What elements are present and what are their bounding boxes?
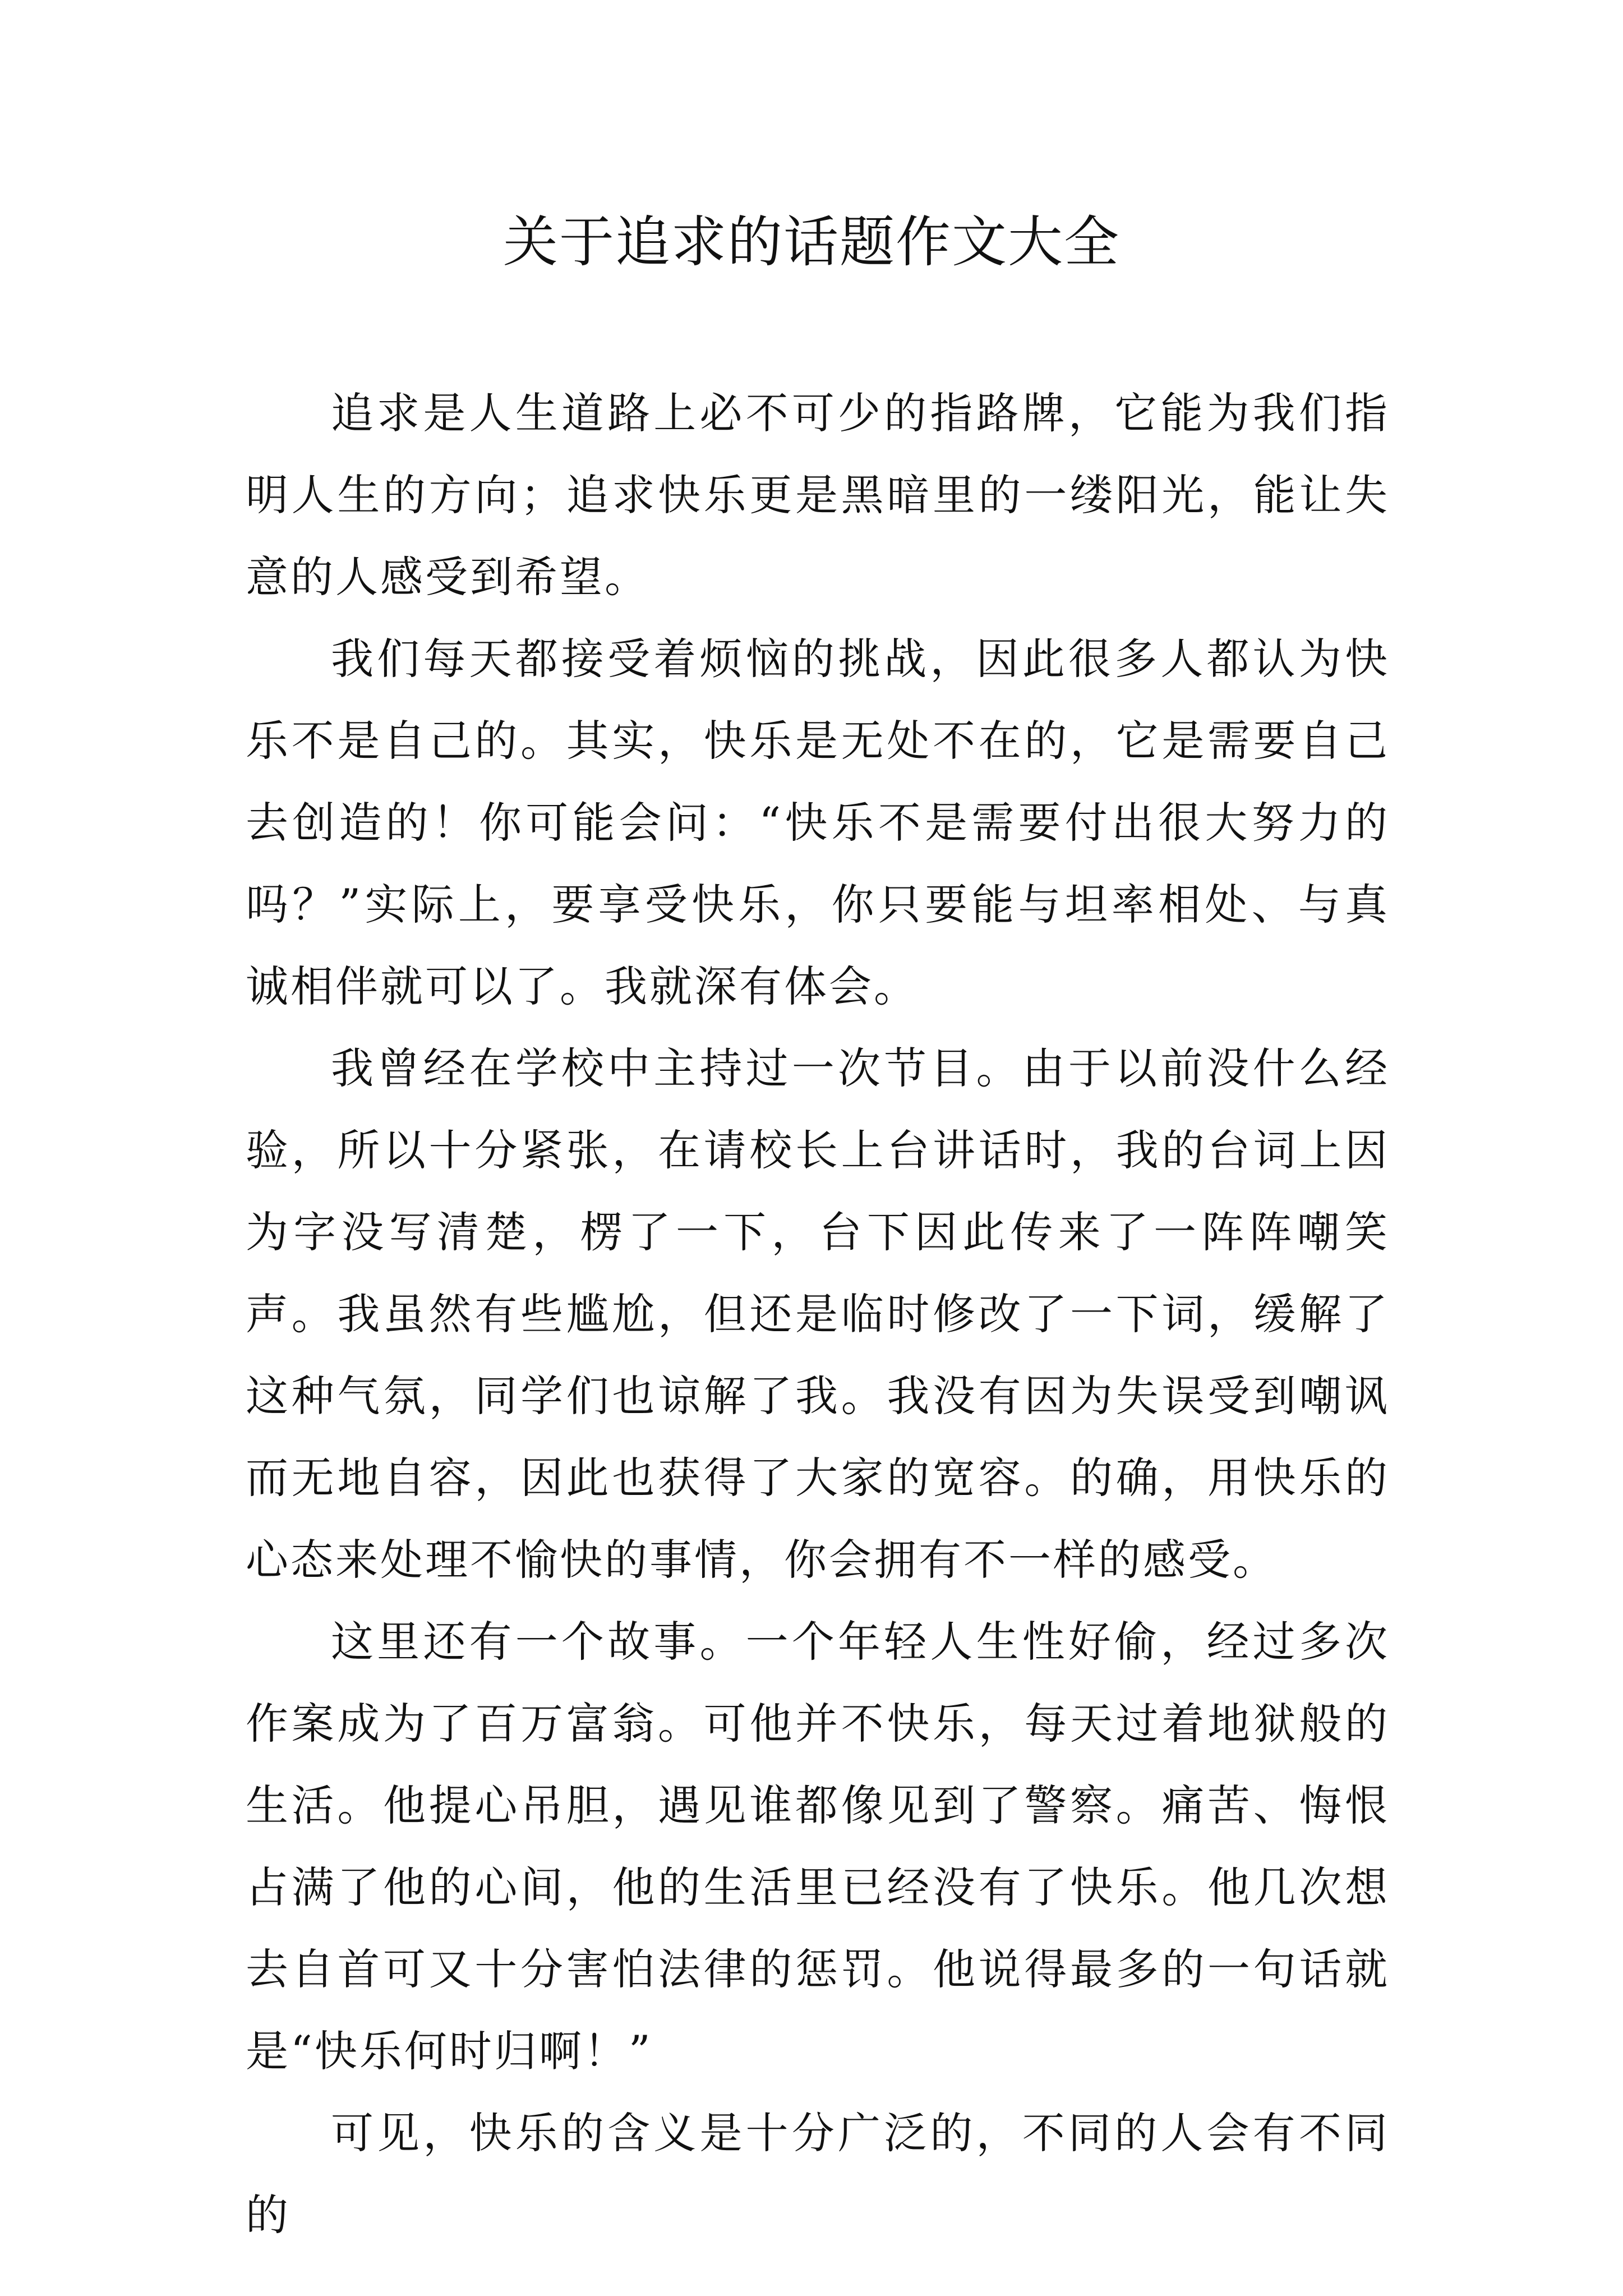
paragraph-4: 这里还有一个故事。一个年轻人生性好偷，经过多次作案成为了百万富翁。可他并不快乐，每天过着地狱般的生活。他提心吊胆，遇见谁都像见到了警察。痛苦、悔恨占满了他的心间，他的生活里已经没有了快乐。他几次想去自首可又十分害怕法律的惩罚。他说得最多的一句话就是“快乐何时归啊！” (246, 1617, 1390, 2076)
document-title: 关于追求的话题作文大全 (502, 210, 1120, 274)
paragraph-5: 可见，快乐的含义是十分广泛的，不同的人会有不同的 (246, 2108, 1390, 2240)
paragraph-3: 我曾经在学校中主持过一次节目。由于以前没什么经验，所以十分紧张，在请校长上台讲话时，我的台词上因为字没写清楚，楞了一下，台下因此传来了一阵阵嘲笑声。我虽然有些尴尬，但还是临时修改了一下词，缓解了这种气氛，同学们也谅解了我。我没有因为失误受到嘲讽而无地自容，因此也获得了大家的宽容。的确，用快乐的心态来处理不愉快的事情，你会拥有不一样的感受。 (246, 1043, 1390, 1585)
document-body (246, 372, 1390, 2256)
paragraph-1: 追求是人生道路上必不可少的指路牌，它能为我们指明人生的方向；追求快乐更是黑暗里的一缕阳光，能让失意的人感受到希望。 (246, 388, 1390, 602)
paragraph-2: 我们每天都接受着烦恼的挑战，因此很多人都认为快乐不是自己的。其实，快乐是无处不在的，它是需要自己去创造的！你可能会问：“快乐不是需要付出很大努力的吗？”实际上，要享受快乐，你只要能与坦率相处、与真诚相伴就可以了。我就深有体会。 (246, 634, 1390, 1011)
